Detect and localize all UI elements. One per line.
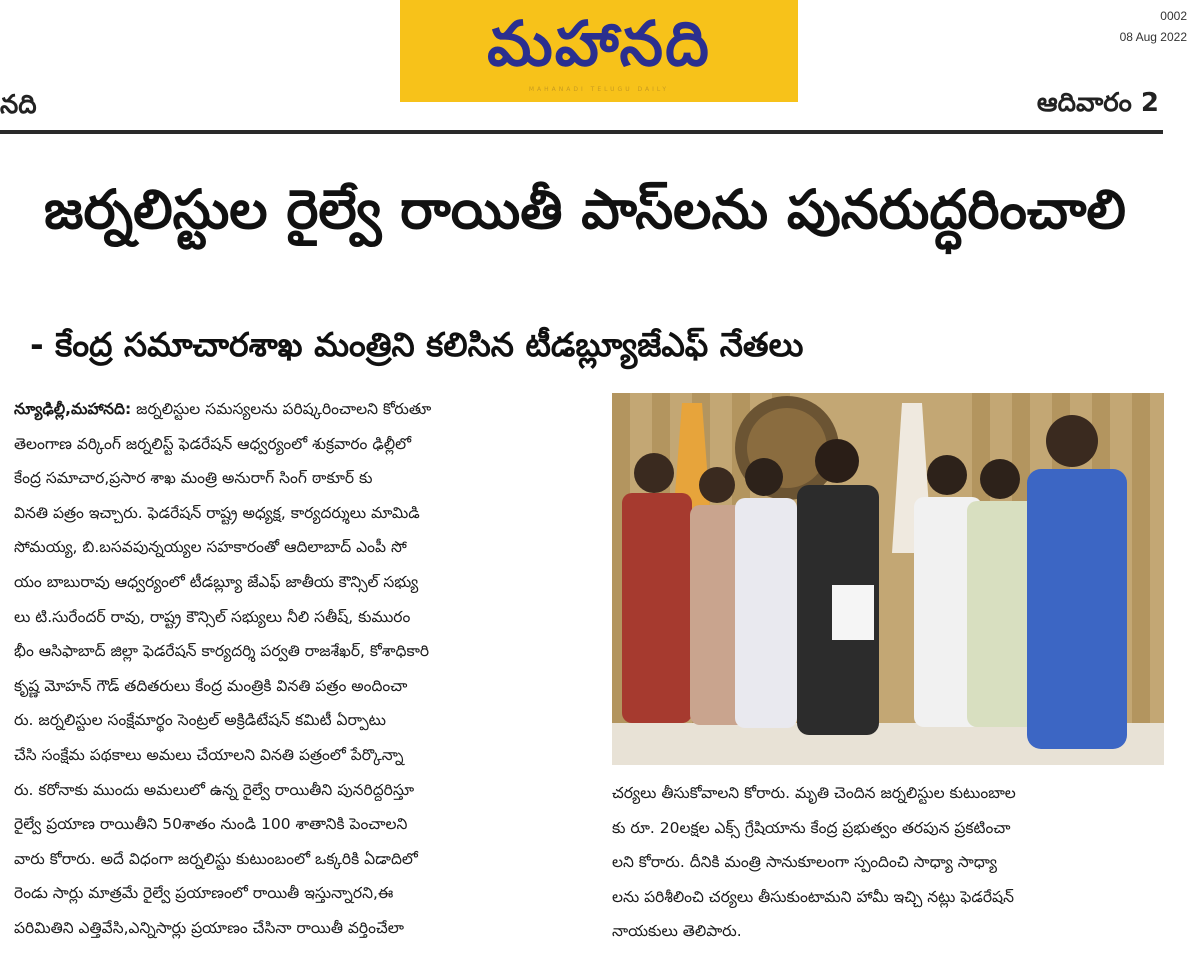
article-text-line: లని కోరారు. దీనికి మంత్రి సానుకూలంగా స్పందించి సాధ్యా సాధ్యా	[612, 853, 997, 872]
article-text-line	[14, 530, 574, 565]
article-text-line	[14, 392, 574, 427]
article-text-line	[14, 565, 574, 600]
article-text: తెలంగాణ వర్కింగ్ జర్నలిస్ట్ ఫెడరేషన్ ఆధ్వర్యంలో శుక్రవారం ఢిల్లీలో	[14, 434, 412, 453]
article-text-line	[14, 773, 574, 808]
article-text: రైల్వే ప్రయాణ రాయితీని 50శాతం నుండి 100 శాతానికి పెంచాలని	[14, 815, 408, 834]
article-text-line: చర్యలు తీసుకోవాలని కోరారు. మృతి చెందిన జర్నలిస్టుల కుటుంబాల	[612, 784, 1016, 802]
article-text: రెండు సార్లు మాత్రమే రైల్వే ప్రయాణంలో రాయితీ ఇస్తున్నారని,ఈ	[14, 884, 394, 903]
cut-masthead-left: నది	[0, 90, 37, 120]
article-text-line: కు రూ. 20లక్షల ఎక్స్ గ్రేషియాను కేంద్ర ప్రభుత్వం తరపున ప్రకటించా	[612, 818, 1011, 837]
article-text-line	[14, 842, 574, 877]
article-text-line	[14, 496, 574, 531]
article-text: రు. జర్నలిస్టుల సంక్షేమార్థం సెంట్రల్ అక్రిడిటేషన్ కమిటీ ఏర్పాటు	[14, 711, 386, 730]
article-column-right	[612, 776, 1164, 949]
article-headline: జర్నలిస్టుల రైల్వే రాయితీ పాస్‌లను పునరుద్ధరించాలి	[43, 178, 1127, 241]
article-text-line	[14, 807, 574, 842]
header-rule	[0, 130, 1163, 134]
article-dateline: న్యూఢిల్లీ,మహానది:	[14, 400, 132, 418]
article-text: లు టి.సురేందర్ రావు, రాష్ట్ర కౌన్సిల్ సభ్యులు నీలి సతీష్, కుమురం	[14, 607, 411, 626]
article-text: చేసి సంక్షేమ పథకాలు అమలు చేయాలని వినతి పత్రంలో పేర్కొన్నా	[14, 745, 404, 764]
article-text-line: నాయకులు తెలిపారు.	[612, 922, 742, 941]
photo-illustration	[612, 393, 1164, 765]
article-text-line	[14, 703, 574, 738]
article-text: కృష్ణ మోహన్ గౌడ్ తదితరులు కేంద్ర మంత్రికి వినతి పత్రం అందించా	[14, 676, 408, 695]
newspaper-logo	[400, 0, 798, 102]
article-text-line	[14, 461, 574, 496]
page-number: 0002	[1160, 9, 1187, 23]
article-text-line	[14, 634, 574, 669]
article-text: జర్నలిస్టుల సమస్యలను పరిష్కరించాలని కోరుతూ	[136, 400, 432, 418]
article-text: భీం ఆసిఫాబాద్ జిల్లా ఫెడరేషన్ కార్యదర్శి పర్వతి రాజశేఖర్, కోశాధికారి	[14, 642, 430, 661]
article-text-line	[14, 876, 574, 911]
article-text: వారు కోరారు. అదే విధంగా జర్నలిస్టు కుటుంబంలో ఒక్కరికి ఏడాదిలో	[14, 849, 418, 868]
article-text-line	[14, 427, 574, 462]
article-text: సోమయ్య, బి.బసవపున్నయ్యల సహకారంతో ఆదిలాబాద్ ఎంపీ సో	[14, 538, 407, 557]
logo-wordmark: మహానది	[487, 7, 711, 80]
article-text-line: లను పరిశీలించి చర్యలు తీసుకుంటామని హామీ ఇచ్చి నట్లు ఫెడరేషన్	[612, 887, 1014, 906]
article-text: పరిమితిని ఎత్తివేసి,ఎన్నిసార్లు ప్రయాణం చేసినా రాయితీ వర్తించేలా	[14, 918, 404, 937]
logo-tagline: MAHANADI TELUGU DAILY	[528, 86, 670, 93]
cut-masthead-right: ఆదివారం 2	[1036, 88, 1159, 118]
publication-date: 08 Aug 2022	[1119, 30, 1187, 44]
article-text-line	[14, 738, 574, 773]
news-photo	[612, 393, 1164, 765]
article-text: వినతి పత్రం ఇచ్చారు. ఫెడరేషన్ రాష్ట్ర అధ్యక్ష, కార్యదర్శులు మామిడి	[14, 503, 420, 522]
article-column-left	[14, 392, 574, 946]
article-text-line	[14, 669, 574, 704]
article-subheadline: - కేంద్ర సమాచారశాఖ మంత్రిని కలిసిన టీడబ్ల్యూజేఎఫ్ నేతలు	[30, 325, 804, 364]
article-text: కేంద్ర సమాచార,ప్రసార శాఖ మంత్రి అనురాగ్ సింగ్ ఠాకూర్ కు	[14, 469, 373, 488]
clip-meta	[1120, 6, 1187, 48]
article-text: రు. కరోనాకు ముందు అమలులో ఉన్న రైల్వే రాయితీని పునరిద్దరిస్తూ	[14, 780, 415, 799]
article-text-line	[14, 911, 574, 946]
article-text: యం బాబురావు ఆధ్వర్యంలో టీడబ్ల్యూ జేఎఫ్ జాతీయ కౌన్సిల్ సభ్యు	[14, 572, 419, 591]
article-text-line	[14, 600, 574, 635]
